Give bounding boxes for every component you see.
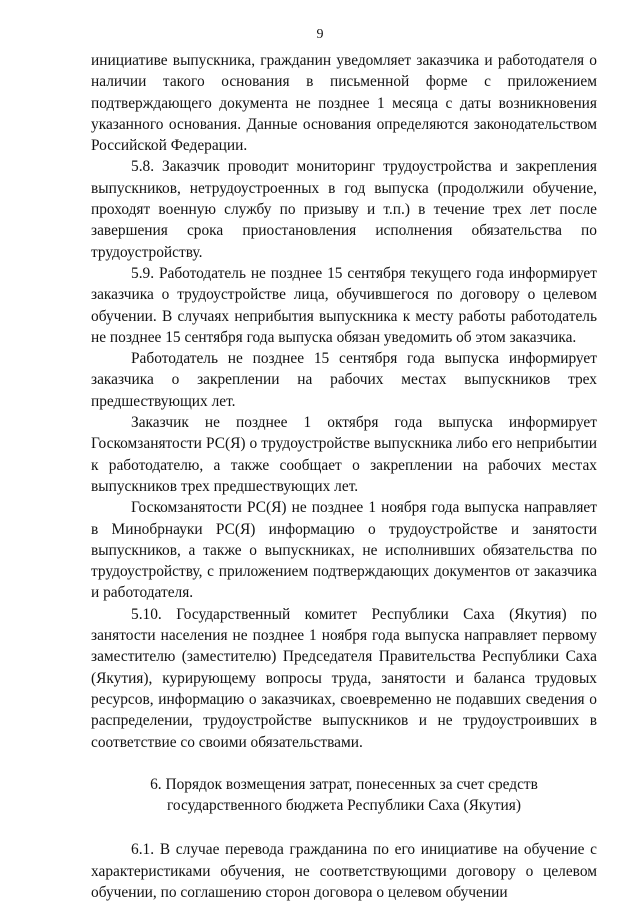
spacer: [91, 753, 597, 774]
spacer: [91, 816, 597, 839]
paragraph-5-8: 5.8. Заказчик проводит мониторинг трудоустройства и закрепления выпускников, нетрудоустроенных в год выпуска (продолжили обучение, проходят военную службу по призыву и т.п.) в течение трех лет после завершения срока приостановления исполнения обязательства по трудоустройству.: [91, 158, 597, 261]
paragraph-goskomzanyatosti: Госкомзанятости РС(Я) не позднее 1 ноября года выпуска направляет в Минобрнауки РС(Я) информацию о трудоустройстве и занятости выпускников, а также о выпускниках, не исполнивших обязательства по трудоустройству, с приложением подтверждающих документов от заказчика и работодателя.: [91, 499, 597, 602]
paragraph-customer-informs: Заказчик не позднее 1 октября года выпуска информирует Госкомзанятости РС(Я) о трудоустройстве выпускника либо его неприбытии к работодателю, а также сообщает о закреплении на рабочих местах выпускников трех предшествующих лет.: [91, 414, 597, 495]
page-number: 9: [316, 27, 324, 42]
paragraph-employer-informs: Работодатель не позднее 15 сентября года выпуска информирует заказчика о закреплении на рабочих местах выпускников трех предшествующих лет.: [91, 350, 597, 410]
section-heading: [91, 774, 597, 817]
paragraph-5-9: 5.9. Работодатель не позднее 15 сентября текущего года информирует заказчика о трудоустройстве лица, обучившегося по договору о целевом обучении. В случаях неприбытия выпускника к месту работы работодатель не позднее 15 сентября года выпуска обязан уведомить об этом заказчика.: [91, 264, 597, 346]
paragraph-continuation: инициативе выпускника, гражданин уведомляет заказчика и работодателя о наличии такого основания в письменной форме с приложением подтверждающего документа не позднее 1 месяца с даты возникновения указанного основания. Данные основания определяются законодательством Российской Федерации.: [91, 52, 597, 155]
section-heading-line-1: 6. Порядок возмещения затрат, понесенных за счет средств: [150, 775, 538, 793]
paragraph-5-10: 5.10. Государственный комитет Республики Саха (Якутия) по занятости населения не позднее 1 ноября года выпуска направляет первому заместителю (заместителю) Председателя Правительства Республики Саха (Якутия), курирующему вопросы труда, занятости и баланса трудовых ресурсов, информацию о заказчиках, своевременно не подавших сведения о распределении, трудоустройстве выпускников и не трудоустроивших в соответствие со своими обязательствами.: [91, 605, 597, 751]
document-body: [91, 50, 597, 903]
section-heading-line-2: государственного бюджета Республики Саха (Якутия): [167, 797, 521, 815]
paragraph-6-1: 6.1. В случае перевода гражданина по его инициативе на обучение с характеристиками обучения, не соответствующими договору о целевом обучении, по соглашению сторон договора о целевом обучении: [91, 841, 597, 901]
